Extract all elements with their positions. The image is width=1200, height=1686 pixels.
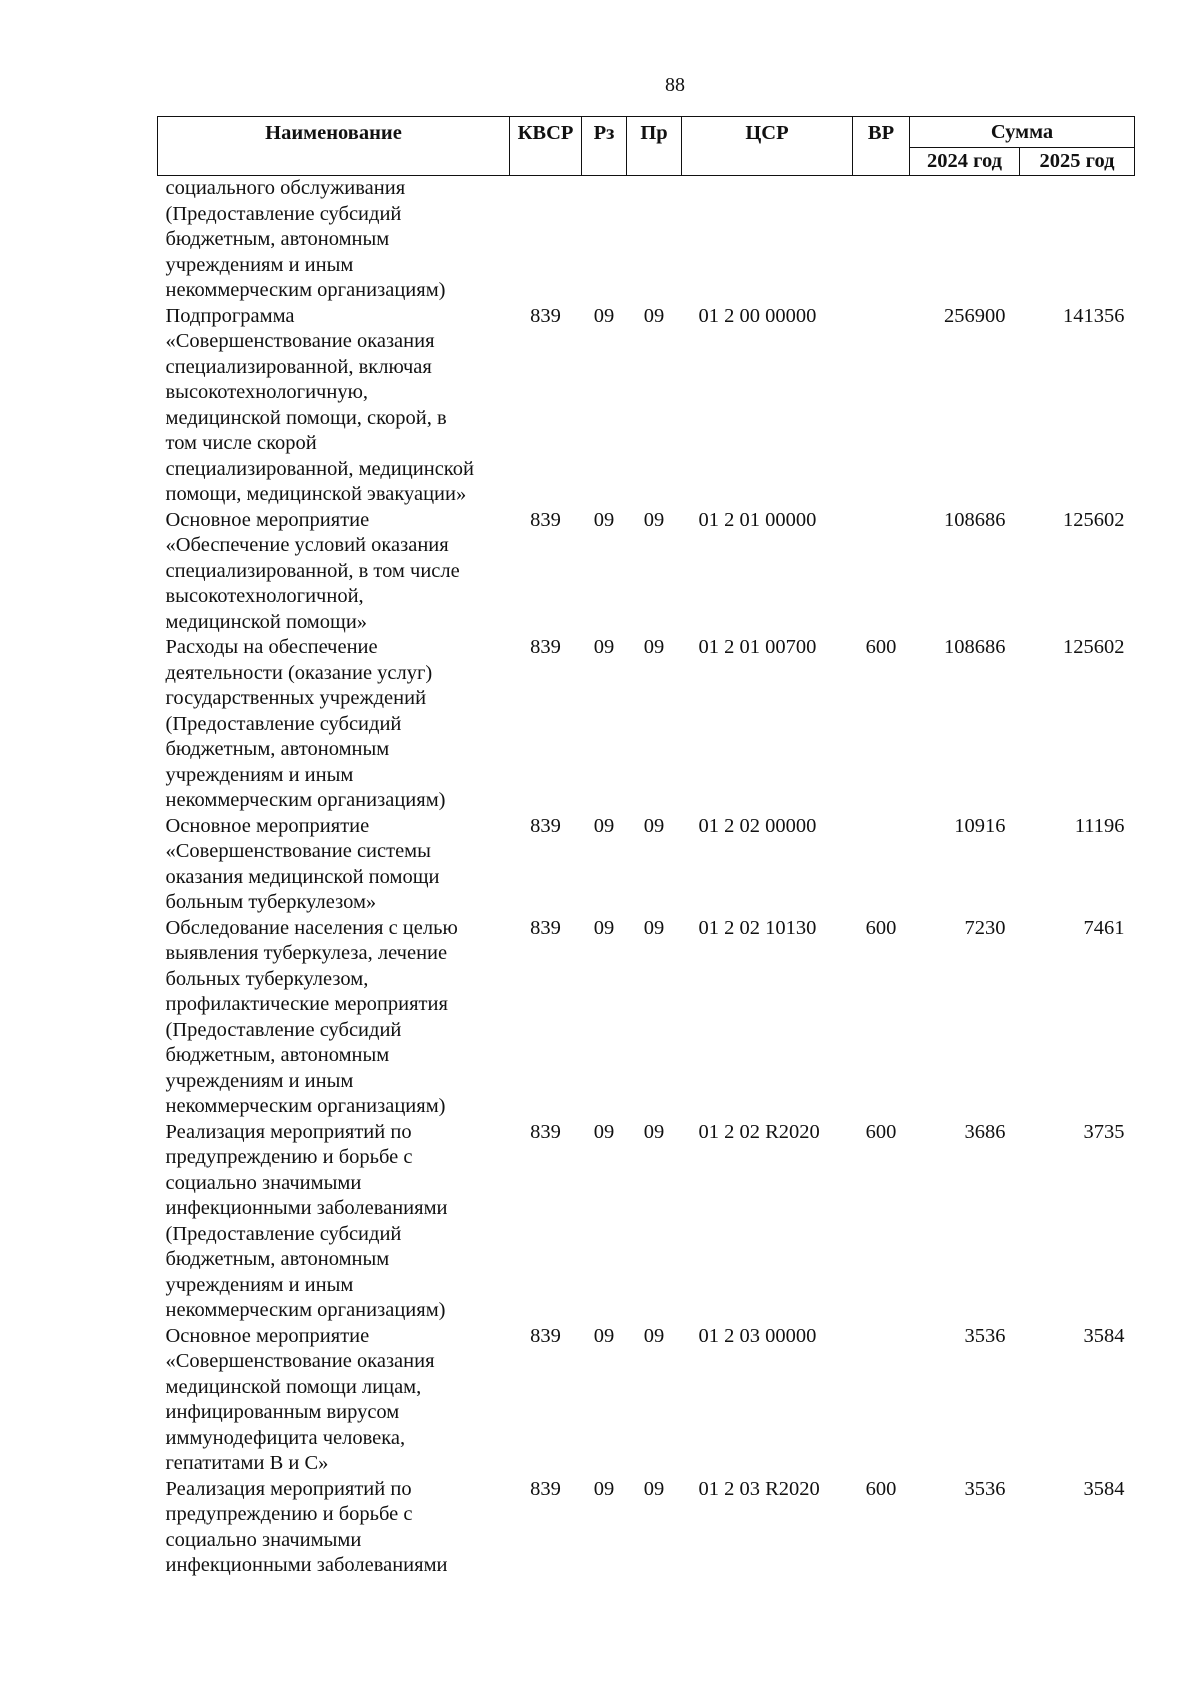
cell-pr: 09 — [643, 1120, 665, 1143]
cell-rz: 09 — [593, 916, 615, 939]
cell-sum-2025: 11196 — [1074, 814, 1125, 837]
table-row — [158, 304, 1135, 508]
cell-name — [158, 1120, 510, 1324]
cell-name-line: инфекционными заболеваниями — [165, 1197, 448, 1219]
header-vr: ВР — [853, 117, 910, 176]
header-sum: Сумма — [910, 117, 1135, 148]
cell-name-line: некоммерческим организациям) — [165, 279, 446, 301]
cell-name-line: специализированной, в том числе — [165, 559, 460, 582]
cell-kvsr: 839 — [530, 304, 561, 327]
cell-pr: 09 — [643, 508, 665, 531]
cell-sum-2025: 125602 — [1063, 636, 1125, 658]
cell-rz: 09 — [593, 508, 615, 531]
cell-csr: 01 2 02 10130 — [698, 916, 817, 939]
header-csr: ЦСР — [682, 117, 853, 176]
cell-vr — [853, 304, 910, 508]
cell-name-line: (Предоставление субсидий — [165, 712, 402, 735]
cell-name-line: «Обеспечение условий оказания — [165, 534, 449, 556]
cell-name-line: высокотехнологичную, — [165, 381, 369, 403]
cell-name-line: Обследование населения с целью — [165, 916, 458, 939]
cell-sum-2024: 7230 — [964, 916, 1006, 939]
cell-pr: 09 — [643, 1324, 665, 1347]
cell-name-line: учреждениям и иным — [165, 1069, 354, 1092]
cell-kvsr — [510, 176, 582, 304]
cell-name-line: выявления туберкулеза, лечение — [165, 942, 448, 964]
cell-pr — [627, 176, 682, 304]
cell-rz — [582, 176, 627, 304]
cell-rz: 09 — [593, 636, 615, 658]
cell-name-line: некоммерческим организациям) — [165, 1095, 446, 1117]
cell-sum-2025: 141356 — [1063, 304, 1125, 327]
cell-name-line: бюджетным, автономным — [165, 738, 390, 760]
cell-name-line: «Совершенствование оказания — [165, 1350, 435, 1372]
cell-sum-2024: 108686 — [944, 508, 1006, 531]
cell-name-line: (Предоставление субсидий — [165, 1018, 402, 1041]
cell-name — [158, 916, 510, 1120]
cell-vr — [853, 814, 910, 916]
cell-kvsr: 839 — [530, 636, 561, 658]
cell-name-line: социально значимыми — [165, 1528, 362, 1551]
cell-name-line: «Совершенствование системы — [165, 840, 431, 862]
header-kvsr: КВСР — [510, 117, 582, 176]
cell-name — [158, 176, 510, 304]
cell-name-line: медицинской помощи, скорой, в — [165, 406, 447, 429]
cell-name-line: Расходы на обеспечение — [165, 636, 378, 658]
cell-name-line: некоммерческим организациям) — [165, 789, 446, 811]
cell-name-line: бюджетным, автономным — [165, 228, 390, 250]
cell-sum-2024: 10916 — [954, 814, 1006, 837]
cell-kvsr: 839 — [530, 1120, 561, 1143]
cell-vr: 600 — [865, 636, 897, 658]
table-row — [158, 508, 1135, 636]
table-row — [158, 176, 1135, 304]
cell-name-line: высокотехнологичной, — [165, 585, 364, 607]
cell-name-line: специализированной, включая — [165, 355, 432, 378]
cell-name-line: инфекционными заболеваниями — [165, 1554, 448, 1576]
budget-table — [157, 116, 1134, 1579]
cell-sum-2025: 3735 — [1083, 1120, 1125, 1143]
cell-name-line: «Совершенствование оказания — [165, 330, 435, 352]
header-year-2025: 2025 год — [1020, 147, 1135, 175]
cell-csr: 01 2 01 00700 — [698, 636, 817, 658]
cell-kvsr: 839 — [530, 814, 561, 837]
cell-name-line: оказания медицинской помощи — [165, 865, 440, 888]
cell-kvsr: 839 — [530, 508, 561, 531]
cell-sum-2024: 256900 — [944, 304, 1006, 327]
cell-kvsr: 839 — [530, 916, 561, 939]
cell-name-line: профилактические мероприятия — [165, 993, 448, 1015]
cell-csr: 01 2 01 00000 — [698, 508, 817, 531]
cell-name-line: больным туберкулезом» — [165, 891, 377, 913]
cell-sum-2025 — [1020, 176, 1135, 304]
cell-csr: 01 2 02 00000 — [698, 814, 817, 837]
cell-name-line: медицинской помощи лицам, — [165, 1375, 422, 1398]
cell-rz: 09 — [593, 304, 615, 327]
cell-sum-2025: 125602 — [1063, 508, 1125, 531]
page-number: 88 — [665, 74, 685, 96]
cell-sum-2024: 3686 — [964, 1120, 1006, 1143]
cell-name-line: Подпрограмма — [165, 304, 295, 327]
cell-name-line: государственных учреждений — [165, 687, 427, 709]
table-row — [158, 635, 1135, 814]
cell-name-line: специализированной, медицинской — [165, 457, 474, 480]
cell-name-line: учреждениям и иным — [165, 1273, 354, 1296]
cell-kvsr: 839 — [530, 1477, 561, 1500]
cell-name-line: учреждениям и иным — [165, 253, 354, 276]
cell-vr — [853, 176, 910, 304]
table-body — [158, 176, 1135, 1579]
cell-name-line: иммунодефицита человека, — [165, 1426, 406, 1449]
table-header — [158, 117, 1135, 176]
cell-name-line: социального обслуживания — [165, 177, 406, 199]
cell-name — [158, 814, 510, 916]
cell-name-line: (Предоставление субсидий — [165, 1222, 402, 1245]
cell-sum-2024: 3536 — [964, 1324, 1006, 1347]
cell-vr: 600 — [865, 916, 897, 939]
table-row — [158, 916, 1135, 1120]
cell-sum-2025: 7461 — [1083, 916, 1125, 939]
cell-sum-2024 — [910, 176, 1020, 304]
cell-name-line: (Предоставление субсидий — [165, 202, 402, 225]
cell-name — [158, 635, 510, 814]
table-row — [158, 1477, 1135, 1579]
cell-kvsr: 839 — [530, 1324, 561, 1347]
cell-sum-2024: 108686 — [944, 636, 1006, 658]
cell-name-line: Реализация мероприятий по — [165, 1477, 412, 1500]
cell-sum-2025: 3584 — [1083, 1477, 1125, 1500]
cell-name-line: бюджетным, автономным — [165, 1044, 390, 1066]
cell-sum-2025: 3584 — [1083, 1324, 1125, 1347]
cell-vr — [853, 1324, 910, 1477]
cell-csr: 01 2 03 R2020 — [698, 1477, 820, 1500]
header-year-2024: 2024 год — [910, 147, 1020, 175]
header-pr: Пр — [627, 117, 682, 176]
cell-name-line: Основное мероприятие — [165, 508, 370, 531]
table-row — [158, 1324, 1135, 1477]
cell-name-line: предупреждению и борьбе с — [165, 1146, 413, 1168]
cell-name-line: том числе скорой — [165, 432, 317, 454]
cell-csr: 01 2 00 00000 — [698, 304, 817, 327]
cell-name-line: Основное мероприятие — [165, 1324, 370, 1347]
cell-pr: 09 — [643, 304, 665, 327]
cell-vr — [853, 508, 910, 636]
cell-name-line: гепатитами В и С» — [165, 1452, 329, 1474]
cell-name-line: некоммерческим организациям) — [165, 1299, 446, 1321]
cell-name-line: медицинской помощи» — [165, 610, 368, 633]
cell-name — [158, 508, 510, 636]
cell-pr: 09 — [643, 814, 665, 837]
cell-vr: 600 — [865, 1120, 897, 1143]
table-row — [158, 1120, 1135, 1324]
cell-name-line: Основное мероприятие — [165, 814, 370, 837]
cell-name-line: помощи, медицинской эвакуации» — [165, 483, 467, 505]
cell-name-line: деятельности (оказание услуг) — [165, 661, 433, 684]
cell-name-line: учреждениям и иным — [165, 763, 354, 786]
header-name: Наименование — [158, 117, 510, 176]
cell-name-line: инфицированным вирусом — [165, 1401, 400, 1423]
table-row — [158, 814, 1135, 916]
cell-pr: 09 — [643, 636, 665, 658]
cell-rz: 09 — [593, 1324, 615, 1347]
cell-pr: 09 — [643, 916, 665, 939]
cell-name-line: бюджетным, автономным — [165, 1248, 390, 1270]
cell-name — [158, 304, 510, 508]
cell-name — [158, 1477, 510, 1579]
cell-name-line: социально значимыми — [165, 1171, 362, 1194]
cell-sum-2024: 3536 — [964, 1477, 1006, 1500]
cell-pr: 09 — [643, 1477, 665, 1500]
cell-rz: 09 — [593, 1477, 615, 1500]
cell-rz: 09 — [593, 1120, 615, 1143]
header-rz: Рз — [582, 117, 627, 176]
cell-name — [158, 1324, 510, 1477]
cell-csr — [682, 176, 853, 304]
cell-name-line: больных туберкулезом, — [165, 967, 369, 990]
cell-csr: 01 2 02 R2020 — [698, 1120, 820, 1143]
cell-rz: 09 — [593, 814, 615, 837]
cell-csr: 01 2 03 00000 — [698, 1324, 817, 1347]
cell-vr: 600 — [865, 1477, 897, 1500]
cell-name-line: Реализация мероприятий по — [165, 1120, 412, 1143]
cell-name-line: предупреждению и борьбе с — [165, 1503, 413, 1525]
